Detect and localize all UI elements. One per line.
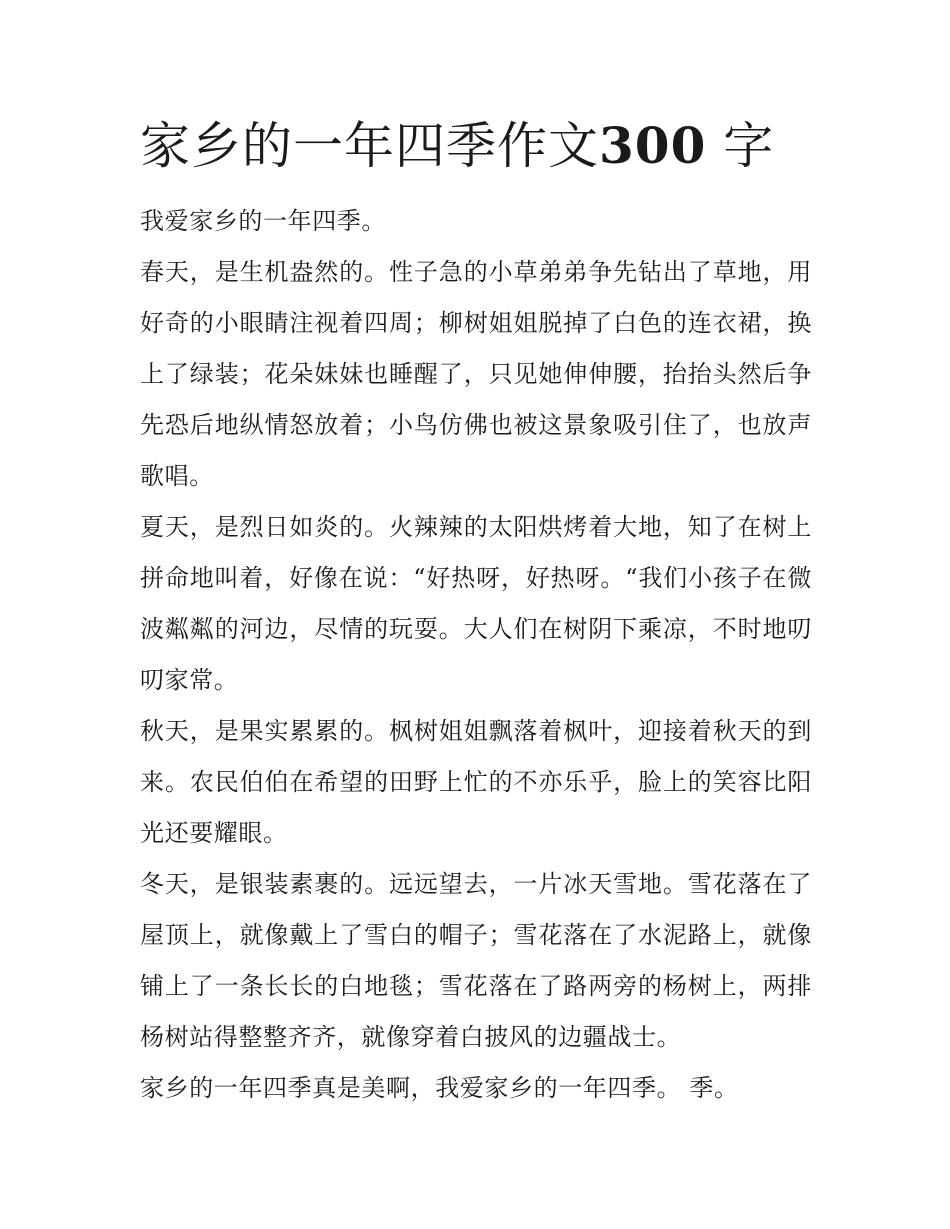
paragraph-intro: 我爱家乡的一年四季。 bbox=[140, 207, 386, 235]
paragraph-winter: 冬天，是银装素裹的。远远望去，一片冰天雪地。雪花落在了屋顶上，就像戴上了雪白的帽子；雪花落在了水泥路上，就像铺上了一条长长的白地毯；雪花落在了路两旁的杨树上，两排杨树站得整整齐齐，就像穿着白披风的边疆战士。 bbox=[140, 870, 812, 1051]
paragraph-conclusion: 家乡的一年四季真是美啊，我爱家乡的一年四季。 季。 bbox=[140, 1074, 739, 1102]
document-title bbox=[140, 112, 840, 180]
paragraph-autumn: 秋天，是果实累累的。枫树姐姐飘落着枫叶，迎接着秋天的到来。农民伯伯在希望的田野上忙的不亦乐乎，脸上的笑容比阳光还要耀眼。 bbox=[140, 717, 812, 847]
title-text: 家乡的一年四季作文 bbox=[140, 117, 599, 175]
title-number: 300 bbox=[599, 116, 707, 175]
essay-body bbox=[140, 196, 812, 1114]
paragraph-spring: 春天，是生机盎然的。性子急的小草弟弟争先钻出了草地，用好奇的小眼睛注视着四周；柳树姐姐脱掉了白色的连衣裙，换上了绿装；花朵妹妹也睡醒了，只见她伸伸腰，抬抬头然后争先恐后地纵情怒放着；小鸟仿佛也被这景象吸引住了，也放声歌唱。 bbox=[140, 258, 812, 490]
title-suffix: 字 bbox=[723, 117, 775, 175]
paragraph-summer: 夏天，是烈日如炎的。火辣辣的太阳烘烤着大地，知了在树上拼命地叫着，好像在说：“好热呀，好热呀。“我们小孩子在微波粼粼的河边，尽情的玩耍。大人们在树阴下乘凉，不时地叨叨家常。 bbox=[140, 513, 812, 694]
